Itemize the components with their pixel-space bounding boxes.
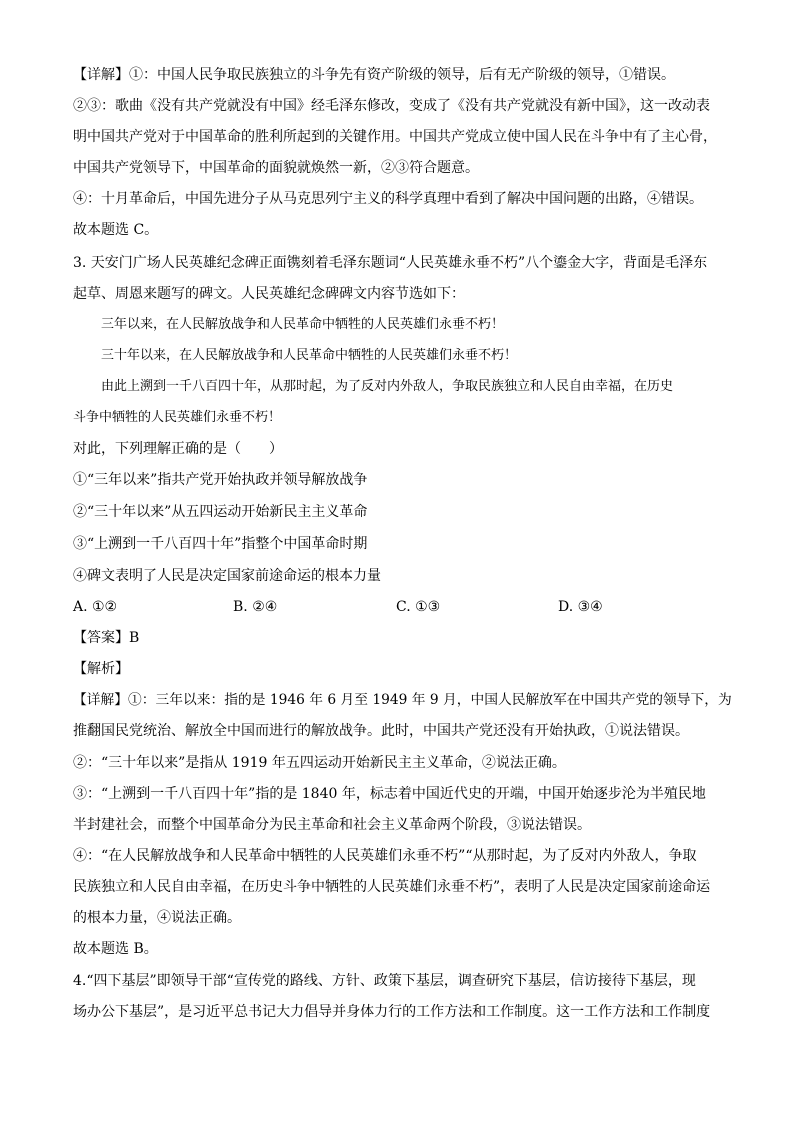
- inscription-quote: 斗争中牺牲的人民英雄们永垂不朽！: [73, 410, 282, 425]
- text-line: ②：“三十年以来”是指从 1919 年五四运动开始新民主主义革命，②说法正确。: [73, 755, 566, 771]
- option-c: C. ①③: [396, 599, 441, 615]
- statement-item: ①“三年以来”指共产党开始执政并领导解放战争: [73, 472, 368, 488]
- statement-item: ②“三十年以来”从五四运动开始新民主主义革命: [73, 504, 368, 520]
- text-line: 故本题选 C。: [73, 222, 159, 238]
- question-prompt: 对此，下列理解正确的是（ ）: [73, 441, 283, 457]
- text-line: ③：“上溯到一千八百四十年”指的是 1840 年，标志着中国近代史的开端，中国开始逐步沦为半殖民地: [73, 786, 706, 802]
- question-stem: 场办公下基层”，是习近平总书记大力倡导并身体力行的工作方法和工作制度。这一工作方法和工作制度: [73, 1004, 711, 1020]
- text-line: 明中国共产党对于中国革命的胜利所起到的关键作用。中国共产党成立使中国人民在斗争中有了主心骨，: [73, 129, 717, 145]
- question-stem: 4.“四下基层”即领导干部“宣传党的路线、方针、政策下基层，调查研究下基层，信访接待下基层，现: [73, 973, 696, 989]
- analysis-label: 【解析】: [73, 661, 129, 677]
- option-b: B. ②④: [233, 599, 278, 615]
- inscription-quote: 三年以来，在人民解放战争和人民革命中牺牲的人民英雄们永垂不朽！: [101, 317, 505, 332]
- text-line: ④：“在人民解放战争和人民革命中牺牲的人民英雄们永垂不朽”“从那时起，为了反对内外敌人，争取: [73, 848, 697, 864]
- text-line: 半封建社会，而整个中国革命分为民主革命和社会主义革命两个阶段，③说法错误。: [73, 817, 591, 833]
- text-line: 故本题选 B。: [73, 941, 158, 957]
- question-stem: 3. 天安门广场人民英雄纪念碑正面镌刻着毛泽东题词“人民英雄永垂不朽”八个鎏金大字，背面是毛泽东: [73, 255, 708, 271]
- statement-item: ④碑文表明了人民是决定国家前途命运的根本力量: [73, 568, 381, 584]
- text-line: ④：十月革命后，中国先进分子从马克思列宁主义的科学真理中看到了解决中国问题的出路，④错误。: [73, 191, 703, 207]
- inscription-quote: 三十年以来，在人民解放战争和人民革命中牺牲的人民英雄们永垂不朽！: [101, 348, 518, 363]
- question-stem: 起草、周恩来题写的碑文。人民英雄纪念碑碑文内容节选如下：: [73, 286, 465, 302]
- text-line: 【详解】①：三年以来：指的是 1946 年 6 月至 1949 年 9 月，中国人民解放军在中国共产党的领导下，为: [73, 692, 732, 708]
- text-line: 民族独立和人民自由幸福，在历史斗争中牺牲的人民英雄们永垂不朽”，表明了人民是决定国家前途命运: [73, 879, 711, 895]
- statement-item: ③“上溯到一千八百四十年”指整个中国革命时期: [73, 536, 368, 552]
- text-line: 的根本力量，④说法正确。: [73, 910, 241, 926]
- text-line: 推翻国民党统治、解放全中国而进行的解放战争。此时，中国共产党还没有开始执政，①说法错误。: [73, 723, 689, 739]
- text-line: 中国共产党领导下，中国革命的面貌就焕然一新，②③符合题意。: [73, 160, 479, 176]
- text-line: 【详解】①：中国人民争取民族独立的斗争先有资产阶级的领导，后有无产阶级的领导，①错误。: [73, 67, 675, 83]
- option-a: A. ①②: [73, 599, 118, 615]
- option-d: D. ③④: [558, 599, 603, 615]
- text-line: ②③：歌曲《没有共产党就没有中国》经毛泽东修改，变成了《没有共产党就没有新中国》，这一改动表: [73, 98, 710, 114]
- answer-label: 【答案】B: [73, 630, 140, 646]
- inscription-quote: 由此上溯到一千八百四十年，从那时起，为了反对内外敌人，争取民族独立和人民自由幸福，在历史: [101, 379, 674, 394]
